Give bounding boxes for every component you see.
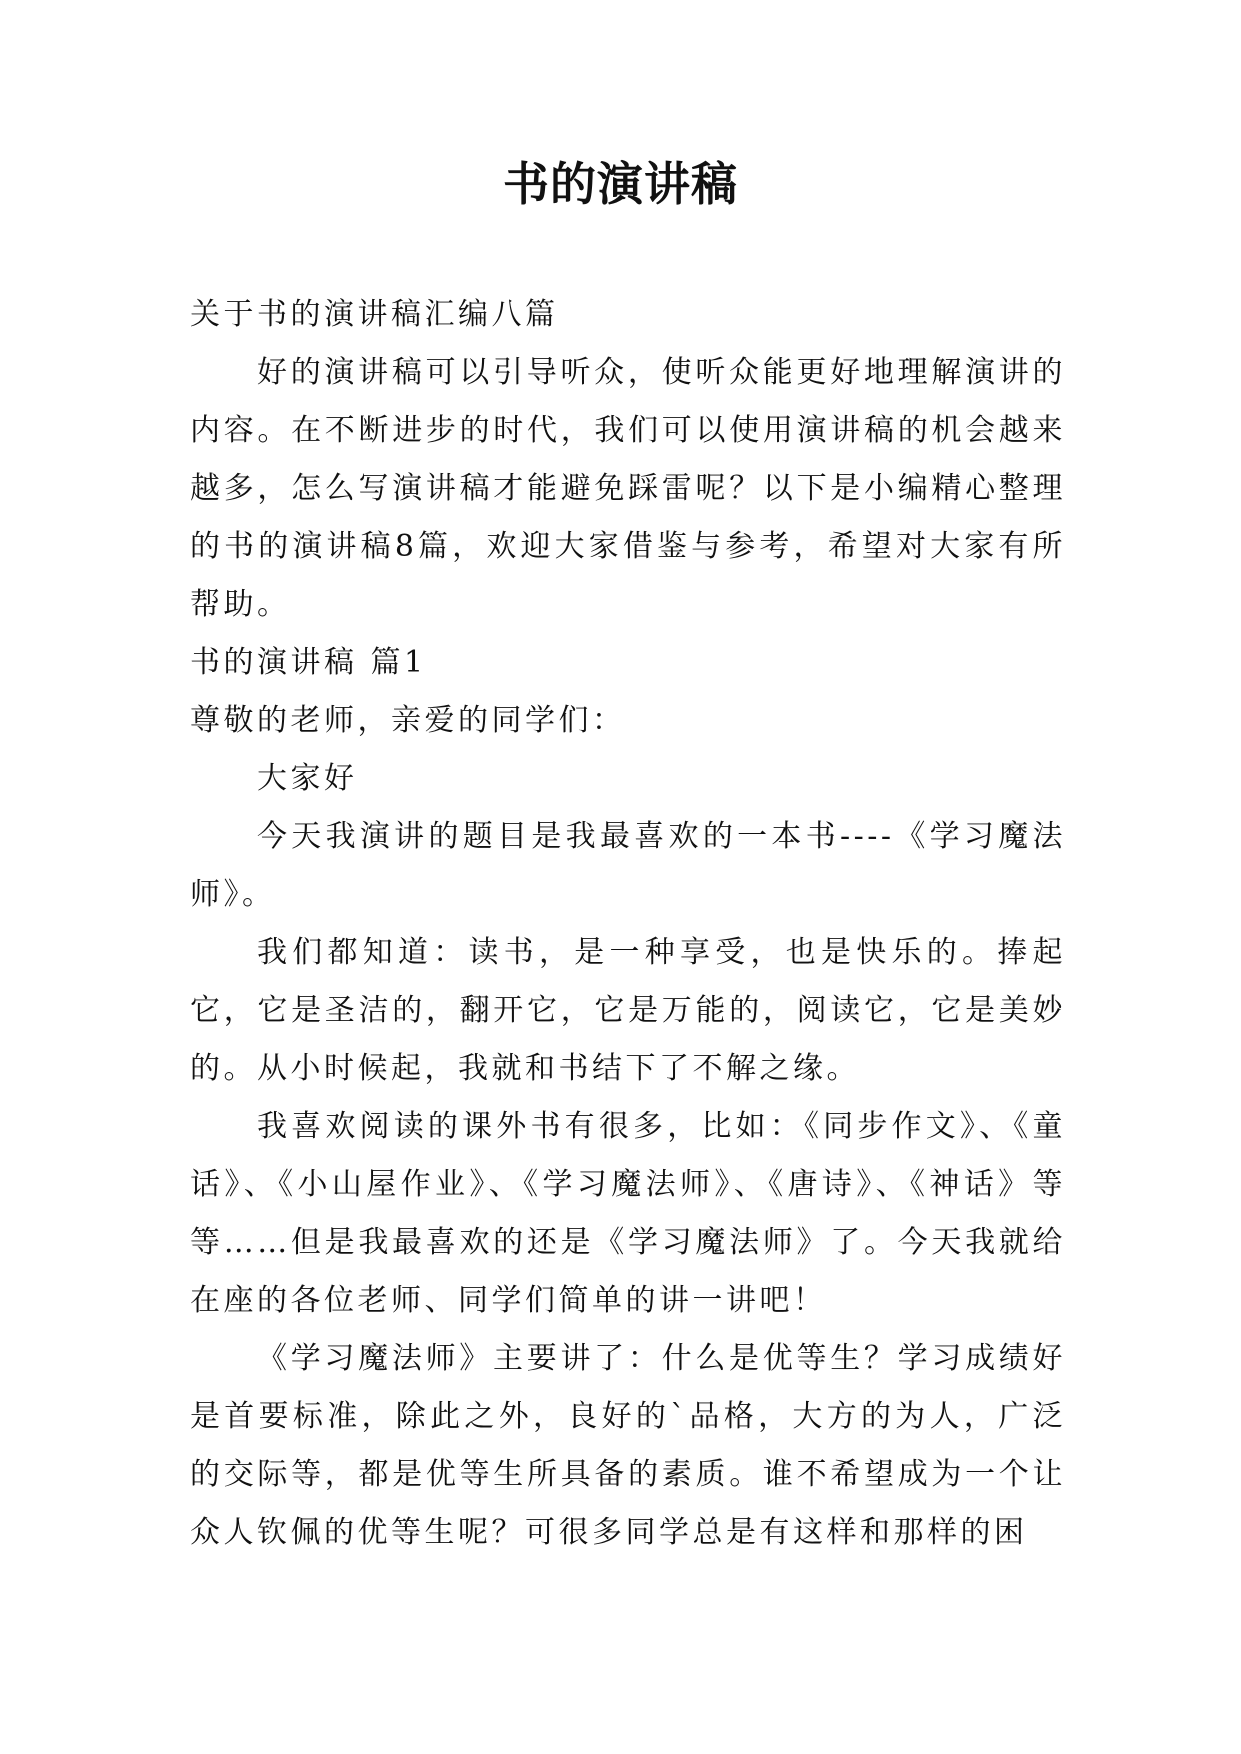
document-title: 书的演讲稿	[503, 157, 738, 211]
salutation: 尊敬的老师，亲爱的同学们：	[190, 703, 626, 738]
intro-paragraph: 好的演讲稿可以引导听众，使听众能更好地理解演讲的内容。在不断进步的时代，我们可以使用演讲稿的机会越来越多，怎么写演讲稿才能避免踩雷呢？以下是小编精心整理的书的演讲稿8篇，欢迎大家借鉴与参考，希望对大家有所帮助。	[190, 355, 1066, 622]
body-paragraph: 《学习魔法师》主要讲了：什么是优等生？学习成绩好是首要标准，除此之外，良好的`品格，大方的为人，广泛的交际等，都是优等生所具备的素质。谁不希望成为一个让众人钦佩的优等生呢？可很多同学总是有这样和那样的困	[190, 1341, 1066, 1550]
greeting: 大家好	[257, 761, 358, 796]
body-paragraph: 今天我演讲的题目是我最喜欢的一本书----《学习魔法师》。	[190, 819, 1066, 912]
subtitle-line: 关于书的演讲稿汇编八篇	[190, 297, 559, 332]
section-heading: 书的演讲稿 篇1	[190, 645, 427, 680]
document-body	[190, 286, 1066, 1562]
body-paragraph: 我喜欢阅读的课外书有很多，比如：《同步作文》、《童话》、《小山屋作业》、《学习魔法师》、《唐诗》、《神话》等等……但是我最喜欢的还是《学习魔法师》了。今天我就给在座的各位老师、同学们简单的讲一讲吧！	[190, 1109, 1066, 1318]
body-paragraph: 我们都知道：读书，是一种享受，也是快乐的。捧起它，它是圣洁的，翻开它，它是万能的，阅读它，它是美妙的。从小时候起，我就和书结下了不解之缘。	[190, 935, 1066, 1086]
